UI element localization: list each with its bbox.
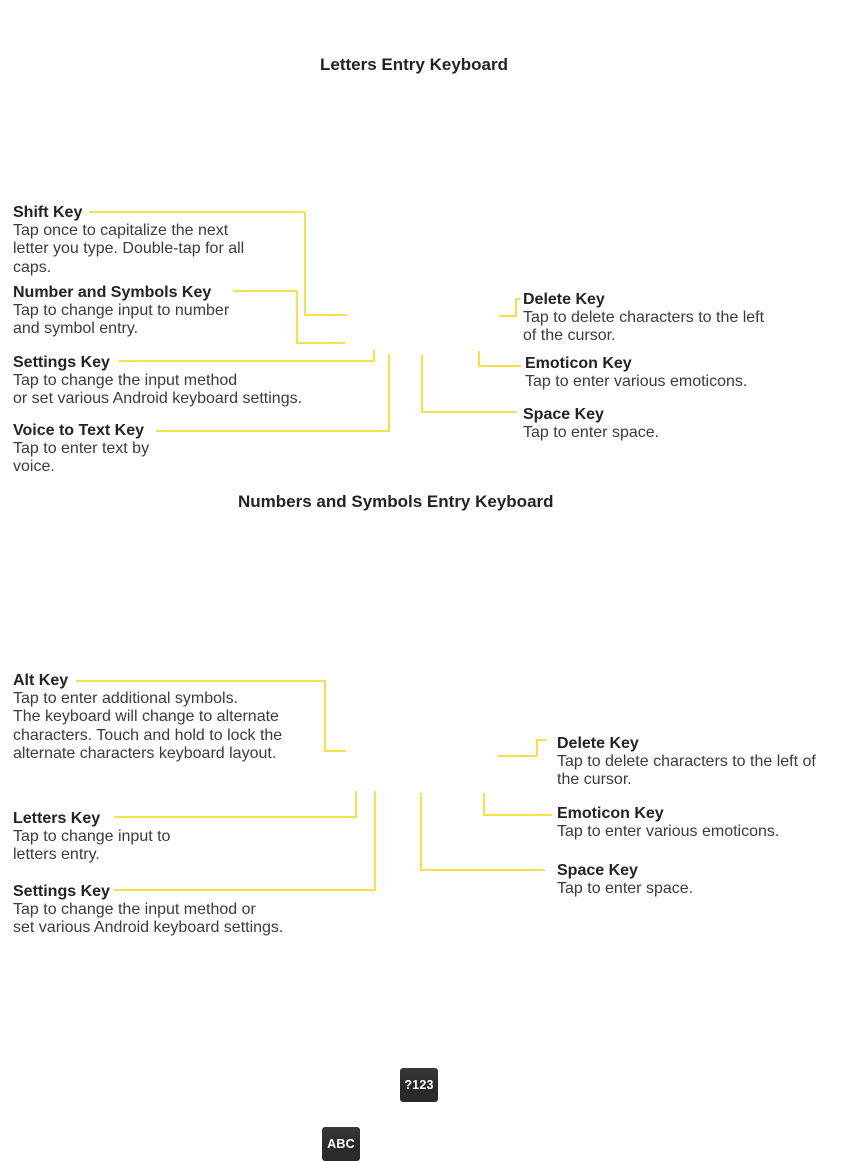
callout-delete-key-1-heading: Delete Key (523, 291, 605, 308)
numbers-symbols-key-button[interactable]: ?123 (400, 1068, 438, 1102)
callout-alt-key-heading: Alt Key (13, 672, 69, 689)
callout-space-key-2-heading: Space Key (557, 862, 638, 879)
callout-emoticon-key-2-body: Tap to enter various emoticons. (557, 823, 780, 840)
callout-settings-key-2-body: Tap to change the input method or set various Android keyboard settings. (13, 901, 284, 937)
callout-shift-key-body: Tap once to capitalize the next letter you type. Double-tap for all caps. (13, 222, 245, 276)
leader-line-emoticon-key-2 (484, 793, 552, 815)
callout-shift-key-heading: Shift Key (13, 204, 83, 221)
letters-abc-key-button[interactable]: ABC (322, 1127, 360, 1161)
callout-emoticon-key-1-heading: Emoticon Key (525, 355, 632, 372)
callout-settings-key-2-heading: Settings Key (13, 883, 110, 900)
leader-line-number-symbols-key (233, 291, 345, 343)
callout-settings-key-1 (13, 353, 302, 409)
callout-space-key-1-body: Tap to enter space. (523, 424, 660, 441)
callout-letters-key-body: Tap to change input to letters entry. (13, 828, 171, 864)
leader-line-space-key-1 (422, 355, 517, 412)
callout-alt-key (13, 671, 282, 763)
callout-space-key-2-body: Tap to enter space. (557, 880, 694, 897)
callout-number-symbols-key-body: Tap to change input to number and symbol entry. (13, 302, 230, 338)
callout-settings-key-2 (13, 882, 283, 938)
callout-space-key-2 (557, 861, 693, 898)
section-title-numbers-symbols-keyboard: Numbers and Symbols Entry Keyboard (238, 492, 554, 511)
callout-voice-to-text-key-body: Tap to enter text by voice. (13, 440, 150, 476)
callout-emoticon-key-2 (557, 804, 779, 841)
callout-emoticon-key-1-body: Tap to enter various emoticons. (525, 373, 748, 390)
callout-delete-key-2-heading: Delete Key (557, 735, 639, 752)
leader-line-emoticon-key-1 (479, 351, 521, 366)
callout-delete-key-2-body: Tap to delete characters to the left of the cursor. (557, 753, 816, 789)
callout-shift-key (13, 203, 244, 277)
callout-number-symbols-key-heading: Number and Symbols Key (13, 284, 212, 301)
callout-letters-key (13, 809, 170, 865)
callout-number-symbols-key (13, 283, 229, 339)
callout-alt-key-body: Tap to enter additional symbols. The keyboard will change to alternate characters. Touch and hold to lock the alternate characters keyboard layout. (13, 690, 283, 762)
callout-emoticon-key-1 (525, 354, 747, 391)
callout-delete-key-2 (557, 734, 816, 790)
section-title-letters-keyboard: Letters Entry Keyboard (320, 55, 508, 74)
callout-space-key-1 (523, 405, 659, 442)
callout-voice-to-text-key-heading: Voice to Text Key (13, 422, 144, 439)
callout-delete-key-1-body: Tap to delete characters to the left of the cursor. (523, 309, 765, 345)
callout-space-key-1-heading: Space Key (523, 406, 604, 423)
callout-settings-key-1-heading: Settings Key (13, 354, 110, 371)
callout-delete-key-1 (523, 290, 764, 346)
callout-letters-key-heading: Letters Key (13, 810, 101, 827)
leader-line-delete-key-1 (499, 299, 520, 316)
callout-settings-key-1-body: Tap to change the input method or set various Android keyboard settings. (13, 372, 303, 408)
callout-emoticon-key-2-heading: Emoticon Key (557, 805, 664, 822)
leader-line-delete-key-2 (498, 740, 546, 756)
callout-voice-to-text-key (13, 421, 149, 477)
